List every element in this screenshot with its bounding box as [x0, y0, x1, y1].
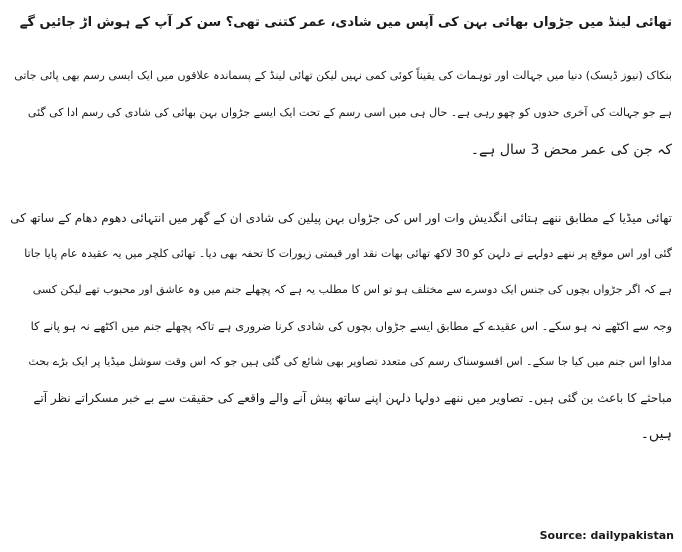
paragraph-line: ہیں۔ [640, 426, 672, 442]
source-credit: Source: dailypakistan [539, 529, 674, 542]
article-headline: تھائی لینڈ میں جڑواں بھائی بہن کی آپس میں شادی، عمر کتنی تھی؟ سن کر آپ کے ہوش اڑ جائیں گے [19, 15, 672, 30]
paragraph-line: تھائی میڈیا کے مطابق ننھے ہتائی انگدیش وات اور اس کی جڑواں بہن پیلین کی شادی ان کے گھر میں انتہائی دھوم دھام کے ساتھ کی [10, 211, 672, 225]
article-paragraph-intro [10, 66, 672, 177]
paragraph-line: ہے کہ اگر جڑواں بچوں کی جنس ایک دوسرے سے مختلف ہو تو اس کا مطلب یہ ہے کہ پچھلے جنم میں وہ عاشق اور محبوب تھے لیکن کسی [32, 283, 672, 296]
paragraph-line: مباحثے کا باعث بن گئی ہیں۔ تصاویر میں ننھے دولہا دلہن اپنے ساتھ پیش آنے والے واقعے کی حقیقت سے بے خبر مسکراتے نظر آتے [33, 391, 672, 405]
article-paragraph-body [10, 208, 672, 460]
paragraph-line: بنکاک (نیوز ڈیسک) دنیا میں جہالت اور توہمات کی یقیناً کوئی کمی نہیں لیکن تھائی لینڈ کے پسماندہ علاقوں میں ایک ایسی رسم بھی پائی جاتی [14, 69, 672, 82]
paragraph-line: کہ جن کی عمر محض 3 سال ہے۔ [470, 142, 672, 158]
paragraph-line: ہے جو جہالت کی آخری حدوں کو چھو رہی ہے۔ حال ہی میں اسی رسم کے تحت ایک ایسے جڑواں بہن بھائی کی شادی کی رسم ادا کی گئی [27, 106, 672, 119]
paragraph-line: مداوا اس جنم میں کیا جا سکے۔ اس افسوسناک رسم کی متعدد تصاویر بھی شائع کی گئی ہیں جو کہ اس وقت سوشل میڈیا پر ایک بڑے بحث [28, 355, 672, 368]
paragraph-line: گئی اور اس موقع پر ننھے دولہے نے دلہن کو 30 لاکھ تھائی بھات نقد اور قیمتی زیورات کا تحفہ بھی دیا۔ تھائی کلچر میں یہ عقیدہ عام پایا جاتا [24, 247, 672, 260]
paragraph-line: وجہ سے اکٹھے نہ ہو سکے۔ اس عقیدے کے مطابق ایسے جڑواں بچوں کی شادی کرنا ضروری ہے تاکہ پچھلے جنم میں اکٹھے نہ ہو پانے کا [30, 319, 672, 333]
